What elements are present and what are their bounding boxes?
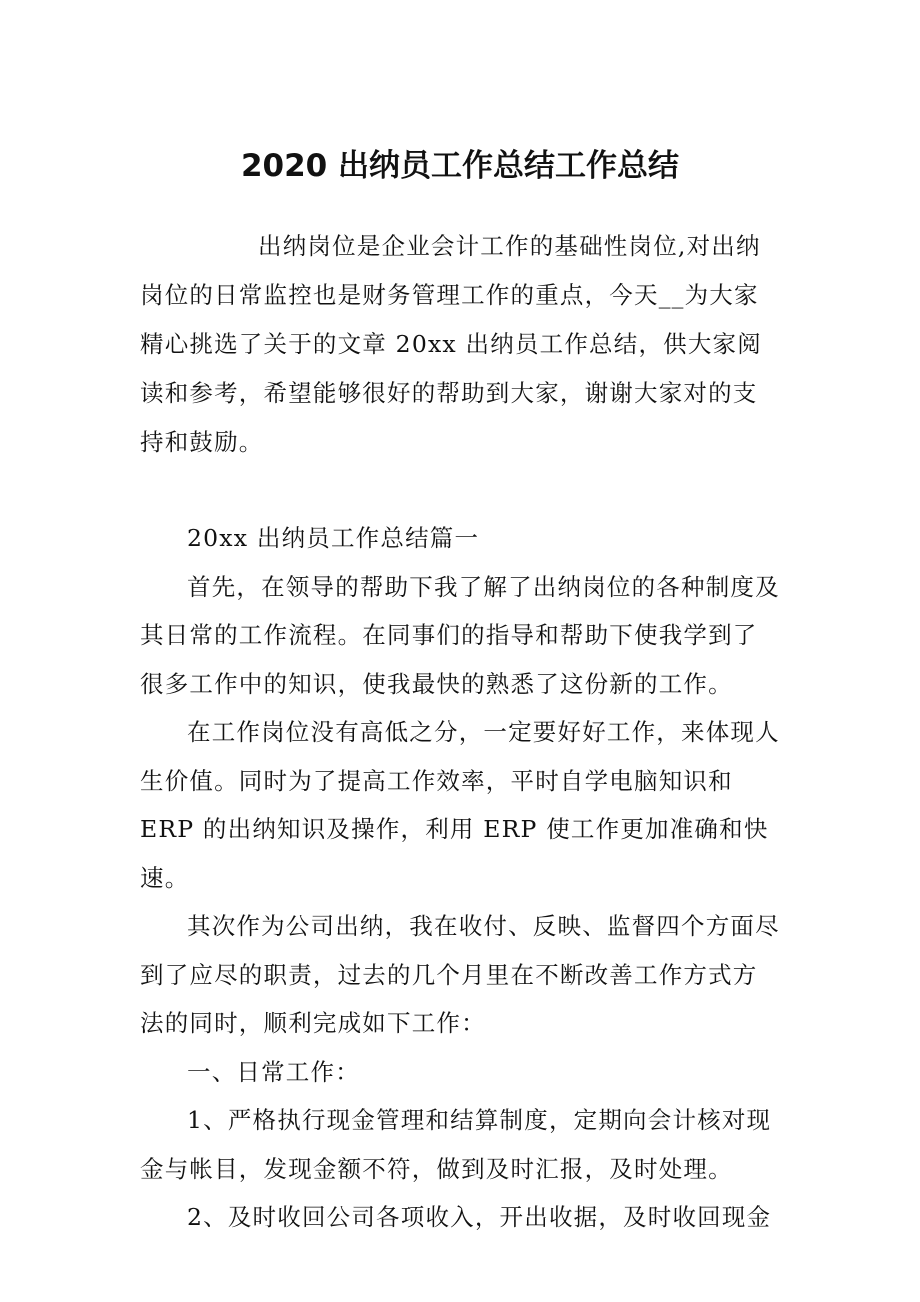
section-body <box>140 514 780 1242</box>
paragraph-3: 其次作为公司出纳，我在收付、反映、监督四个方面尽到了应尽的职责，过去的几个月里在不断改善工作方式方法的同时，顺利完成如下工作： <box>140 912 780 1037</box>
section-heading: 20xx 出纳员工作总结篇一 <box>187 524 480 552</box>
paragraph-6: 2、及时收回公司各项收入，开出收据，及时收回现金 <box>187 1203 772 1231</box>
paragraph-4: 一、日常工作： <box>187 1057 360 1086</box>
paragraph-5: 1、严格执行现金管理和结算制度，定期向会计核对现金与帐目，发现金额不符，做到及时汇报，及时处理。 <box>140 1106 772 1183</box>
paragraph-2: 在工作岗位没有高低之分，一定要好好工作，来体现人生价值。同时为了提高工作效率，平时自学电脑知识和 ERP 的出纳知识及操作，利用 ERP 使工作更加准确和快速。 <box>140 718 780 892</box>
document-title: 2020 出纳员工作总结工作总结 <box>240 148 680 184</box>
paragraph-1: 首先，在领导的帮助下我了解了出纳岗位的各种制度及其日常的工作流程。在同事们的指导和帮助下使我学到了很多工作中的知识，使我最快的熟悉了这份新的工作。 <box>140 572 780 698</box>
intro-paragraph: 出纳岗位是企业会计工作的基础性岗位,对出纳岗位的日常监控也是财务管理工作的重点，今天__为大家精心挑选了关于的文章 20xx 出纳员工作总结，供大家阅读和参考，希望能够很好的帮助到大家，谢谢大家对的支持和鼓励。 <box>140 232 762 456</box>
